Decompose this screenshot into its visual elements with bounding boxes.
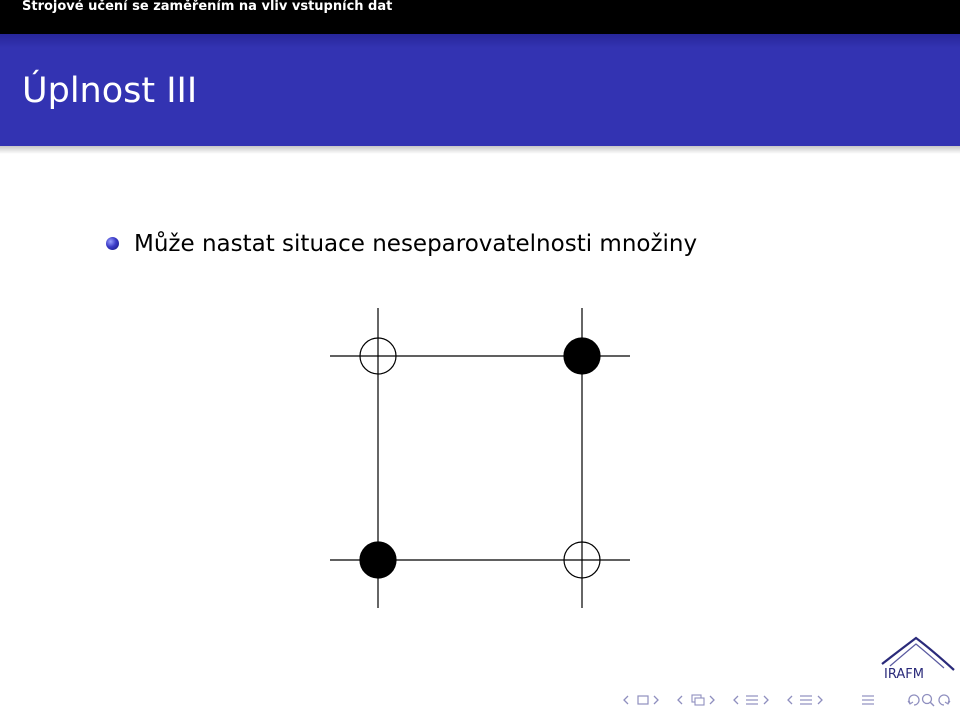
nav-section-next-icon[interactable] xyxy=(818,696,822,704)
nav-subsection-next-icon[interactable] xyxy=(764,696,768,704)
bullet-icon xyxy=(106,237,119,250)
nav-frame-next-icon[interactable] xyxy=(710,696,714,704)
nav-back-icon[interactable] xyxy=(908,695,919,705)
nav-slide-next-icon[interactable] xyxy=(654,696,658,704)
bullet-text: Může nastat situace neseparovatelnosti množiny xyxy=(134,231,698,257)
nav-search-icon[interactable] xyxy=(923,695,935,707)
nav-frame-icon[interactable] xyxy=(692,695,704,705)
nav-subsection-icon[interactable] xyxy=(746,696,758,704)
nav-frame-prev-icon[interactable] xyxy=(678,696,682,704)
nav-subsection-prev-icon[interactable] xyxy=(734,696,738,704)
nav-appendix-icon[interactable] xyxy=(862,696,874,704)
nav-forward-icon[interactable] xyxy=(939,695,950,705)
frame-title: Úplnost III xyxy=(22,71,198,111)
nav-slide-icon[interactable] xyxy=(638,696,648,704)
presentation-title: Strojové učení se zaměřením na vliv vstupních dat xyxy=(22,0,393,14)
nav-section-icon[interactable] xyxy=(800,696,812,704)
header-bar xyxy=(0,0,960,34)
xor-diagram xyxy=(320,300,640,620)
nav-section-prev-icon[interactable] xyxy=(788,696,792,704)
title-bar-shadow xyxy=(0,146,960,154)
nav-slide-prev-icon[interactable] xyxy=(624,696,628,704)
logo-text: IRAFM xyxy=(884,667,924,682)
navigation-bar xyxy=(622,691,956,709)
irafm-logo xyxy=(880,632,956,672)
